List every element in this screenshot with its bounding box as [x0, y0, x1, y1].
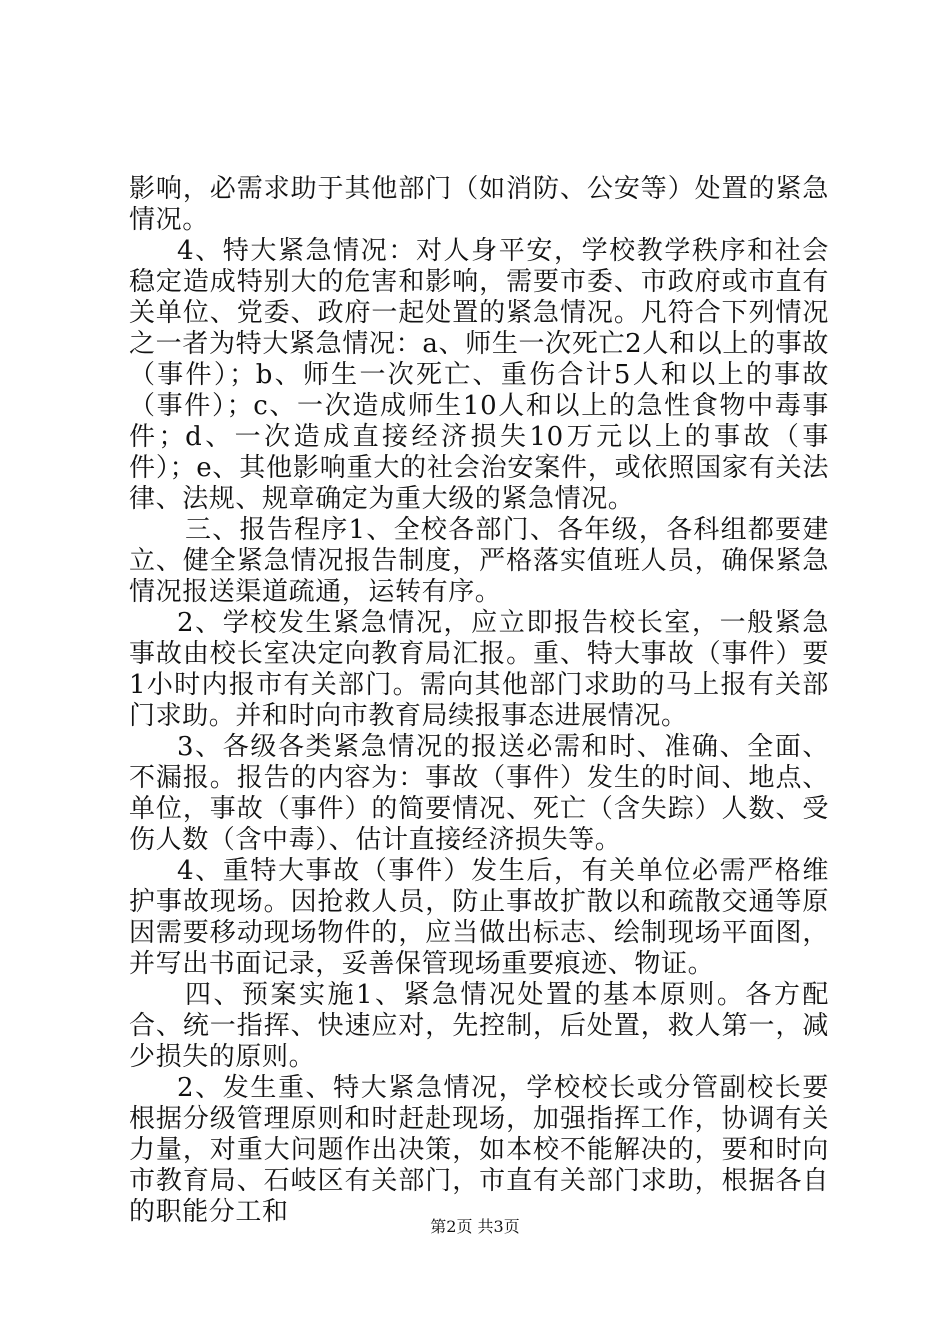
- document-body: [129, 174, 829, 1228]
- page-footer: 第2页 共3页: [430, 1217, 520, 1236]
- paragraph-plan-implementation: 四、预案实施1、紧急情况处置的基本原则。各方配合、统一指挥、快速应对，先控制，后处置，救人第一，减少损失的原则。: [129, 980, 829, 1072]
- paragraph-continued: 影响，必需求助于其他部门（如消防、公安等）处置的紧急情况。: [129, 174, 829, 235]
- paragraph-school-report: 2、学校发生紧急情况，应立即报告校长室，一般紧急事故由校长室决定向教育局汇报。重、特大事故（事件）要1小时内报市有关部门。需向其他部门求助的马上报有关部门求助。并和时向市教育局续报事态进展情况。: [129, 608, 829, 731]
- paragraph-report-content: 3、各级各类紧急情况的报送必需和时、准确、全面、不漏报。报告的内容为：事故（事件）发生的时间、地点、单位，事故（事件）的简要情况、死亡（含失踪）人数、受伤人数（含中毒）、估计直接经济损失等。: [129, 732, 829, 855]
- paragraph-extraordinary-emergency: 4、特大紧急情况：对人身平安，学校教学秩序和社会稳定造成特别大的危害和影响，需要市委、市政府或市直有关单位、党委、政府一起处置的紧急情况。凡符合下列情况之一者为特大紧急情况：a、师生一次死亡2人和以上的事故（事件）；b、师生一次死亡、重伤合计5人和以上的事故（事件）；c、一次造成师生10人和以上的急性食物中毒事件；d、一次造成直接经济损失10万元以上的事故（事件）；e、其他影响重大的社会治安案件，或依照国家有关法律、法规、规章确定为重大级的紧急情况。: [129, 236, 829, 514]
- paragraph-scene-protection: 4、重特大事故（事件）发生后，有关单位必需严格维护事故现场。因抢救人员，防止事故扩散以和疏散交通等原因需要移动现场物件的，应当做出标志、绘制现场平面图，并写出书面记录，妥善保管现场重要痕迹、物证。: [129, 856, 829, 979]
- paragraph-major-emergency-response: 2、发生重、特大紧急情况，学校校长或分管副校长要根据分级管理原则和时赶赴现场，加强指挥工作，协调有关力量，对重大问题作出决策，如本校不能解决的，要和时向市教育局、石岐区有关部门，市直有关部门求助，根据各自的职能分工和: [129, 1073, 829, 1227]
- paragraph-reporting-procedure: 三、报告程序1、全校各部门、各年级，各科组都要建立、健全紧急情况报告制度，严格落实值班人员，确保紧急情况报送渠道疏通，运转有序。: [129, 515, 829, 607]
